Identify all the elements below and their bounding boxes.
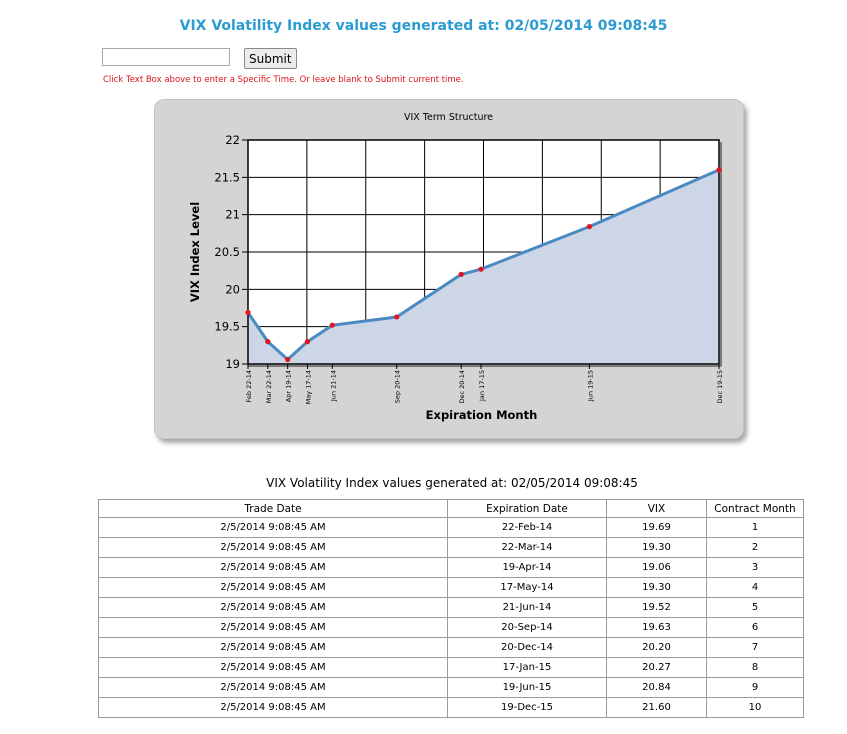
- contract-month-cell: 10: [707, 698, 804, 718]
- y-tick-label: 21: [225, 207, 240, 222]
- vix-cell: 20.27: [607, 658, 707, 678]
- data-point: [459, 272, 464, 277]
- data-point: [478, 267, 483, 272]
- data-point: [285, 357, 290, 362]
- x-tick-label: Jun 21-14: [329, 370, 338, 402]
- trade-date-cell: 2/5/2014 9:08:45 AM: [99, 638, 448, 658]
- x-tick-label: Apr 19-14: [284, 370, 293, 403]
- trade-date-cell: 2/5/2014 9:08:45 AM: [99, 538, 448, 558]
- table-row: [99, 558, 804, 578]
- y-tick-label: 21.5: [214, 170, 240, 185]
- table-title: VIX Volatility Index values generated at: 02/05/2014 09:08:45: [266, 476, 638, 490]
- x-tick-label: Feb 22-14: [245, 370, 253, 403]
- expiration-date-cell: 19-Dec-15: [448, 698, 607, 718]
- contract-month-cell: 7: [707, 638, 804, 658]
- y-tick-label: 22: [225, 133, 240, 147]
- expiration-date-cell: 22-Feb-14: [448, 518, 607, 538]
- data-point: [716, 167, 721, 172]
- y-tick-label: 19.5: [214, 319, 240, 334]
- trade-date-cell: 2/5/2014 9:08:45 AM: [99, 678, 448, 698]
- submit-button[interactable]: Submit: [244, 48, 297, 69]
- chart-title: VIX Term Structure: [403, 112, 494, 123]
- table-row: [99, 578, 804, 598]
- trade-date-cell: 2/5/2014 9:08:45 AM: [99, 558, 448, 578]
- expiration-date-cell: 19-Jun-15: [448, 678, 607, 698]
- contract-month-cell: 5: [707, 598, 804, 618]
- data-point: [394, 314, 399, 319]
- x-tick-label: Dec 19-15: [716, 370, 724, 404]
- contract-month-cell: 9: [707, 678, 804, 698]
- vix-cell: 19.06: [607, 558, 707, 578]
- trade-date-cell: 2/5/2014 9:08:45 AM: [99, 618, 448, 638]
- header-vix: VIX: [607, 500, 707, 518]
- table-row: [99, 618, 804, 638]
- header-trade-date: Trade Date: [99, 500, 448, 518]
- vix-cell: 20.84: [607, 678, 707, 698]
- vix-cell: 19.30: [607, 538, 707, 558]
- expiration-date-cell: 20-Sep-14: [448, 618, 607, 638]
- table-row: [99, 518, 804, 538]
- vix-term-structure-chart: [154, 99, 744, 444]
- x-tick-label: Mar 22-14: [264, 370, 273, 404]
- expiration-date-cell: 17-May-14: [448, 578, 607, 598]
- x-axis-label: Expiration Month: [425, 408, 538, 422]
- y-tick-label: 20.5: [214, 245, 240, 259]
- table-row: [99, 638, 804, 658]
- contract-month-cell: 6: [707, 618, 804, 638]
- vix-data-table: [98, 499, 804, 718]
- data-point: [305, 339, 310, 344]
- table-row: [99, 538, 804, 558]
- table-row: [99, 658, 804, 678]
- data-point: [330, 323, 335, 328]
- page-title: VIX Volatility Index values generated at: 02/05/2014 09:08:45: [179, 18, 668, 34]
- time-input[interactable]: [102, 48, 230, 66]
- contract-month-cell: 8: [707, 658, 804, 678]
- trade-date-cell: 2/5/2014 9:08:45 AM: [99, 698, 448, 718]
- y-tick-label: 20: [225, 282, 240, 297]
- table-header-row: [99, 500, 804, 518]
- trade-date-cell: 2/5/2014 9:08:45 AM: [99, 598, 448, 618]
- header-contract-month: Contract Month: [707, 500, 804, 518]
- x-tick-label: Jan 17-15: [478, 370, 487, 401]
- contract-month-cell: 1: [707, 518, 804, 538]
- table-row: [99, 598, 804, 618]
- expiration-date-cell: 19-Apr-14: [448, 558, 607, 578]
- expiration-date-cell: 21-Jun-14: [448, 598, 607, 618]
- contract-month-cell: 4: [707, 578, 804, 598]
- table-row: [99, 698, 804, 718]
- vix-cell: 19.52: [607, 598, 707, 618]
- x-tick-label: May 17-14: [304, 370, 313, 405]
- vix-cell: 19.63: [607, 618, 707, 638]
- expiration-date-cell: 20-Dec-14: [448, 638, 607, 658]
- header-expiration-date: Expiration Date: [448, 500, 607, 518]
- vix-cell: 21.60: [607, 698, 707, 718]
- data-point: [587, 224, 592, 229]
- data-point: [265, 339, 270, 344]
- hint-text: Click Text Box above to enter a Specific Time. Or leave blank to Submit current time.: [103, 75, 464, 85]
- x-tick-label: Sep 20-14: [393, 370, 402, 404]
- y-tick-label: 19: [225, 357, 240, 371]
- trade-date-cell: 2/5/2014 9:08:45 AM: [99, 578, 448, 598]
- data-point: [245, 310, 250, 315]
- y-axis-label: VIX Index Level: [188, 201, 202, 303]
- x-tick-label: Jun 19-15: [586, 370, 595, 402]
- table-row: [99, 678, 804, 698]
- contract-month-cell: 2: [707, 538, 804, 558]
- trade-date-cell: 2/5/2014 9:08:45 AM: [99, 518, 448, 538]
- trade-date-cell: 2/5/2014 9:08:45 AM: [99, 658, 448, 678]
- vix-cell: 19.30: [607, 578, 707, 598]
- contract-month-cell: 3: [707, 558, 804, 578]
- vix-cell: 20.20: [607, 638, 707, 658]
- expiration-date-cell: 22-Mar-14: [448, 538, 607, 558]
- vix-cell: 19.69: [607, 518, 707, 538]
- x-tick-label: Dec 20-14: [458, 370, 467, 404]
- expiration-date-cell: 17-Jan-15: [448, 658, 607, 678]
